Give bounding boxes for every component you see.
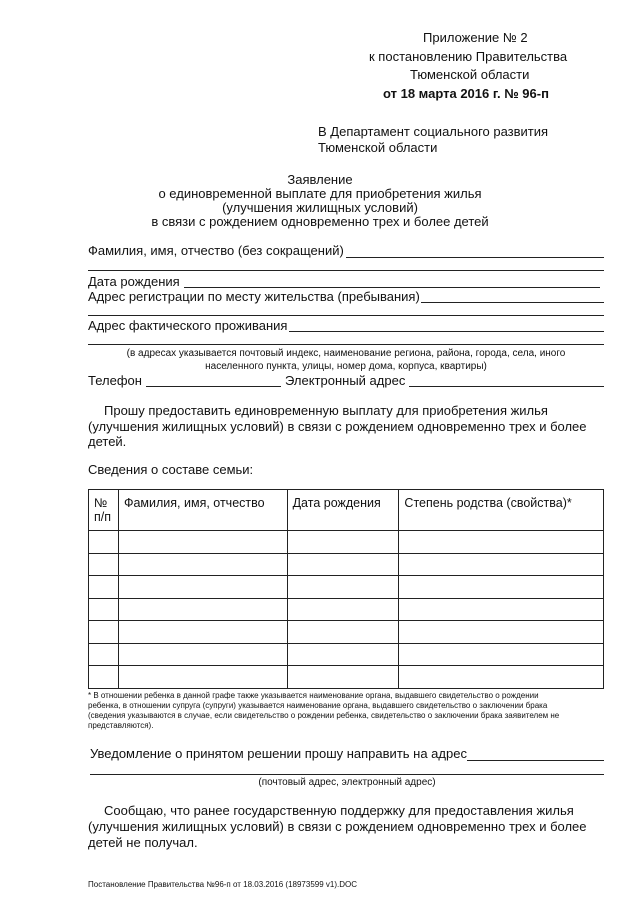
email-label: Электронный адрес [285,373,406,388]
actual-address-label: Адрес фактического проживания [88,318,288,333]
col-number [89,490,119,531]
title-line3: (улучшения жилищных условий) [222,200,418,215]
request-line1: Прошу предоставить единовременную выплату для приобретения жилья [104,403,548,418]
title-line2: о единовременной выплате для приобретения жилья [158,186,482,201]
footnote-line2: ребенка, в отношении супруга (супруги) указывается наименование органа, выдавшего свидетельство о заключении брака [88,701,548,710]
footnote-line1: * В отношении ребенка в данной графе также указывается наименование органа, выдавшего свидетельство о рождении [88,691,539,700]
statement-line2: (улучшения жилищных условий) в связи с рождением одновременно трех и более [88,819,587,834]
col-fullname: Фамилия, имя, отчество [118,490,287,531]
notice-underline[interactable] [467,760,604,761]
reg-address-underline[interactable] [421,302,604,303]
title-line1: Заявление [287,172,353,187]
phone-underline[interactable] [146,386,281,387]
phone-label: Телефон [88,373,142,388]
footnote-line3: (сведения указываются в случае, если свидетельство о рождении ребенка, свидетельство о заключении брака заявителем не [88,711,560,720]
statement-line3: детей не получал. [88,835,198,850]
statement-line1: Сообщаю, что ранее государственную поддержку для предоставления жилья [104,803,574,818]
footnote-line4: представляются). [88,721,154,730]
col-number-line2: п/п [94,510,112,524]
appendix-number: Приложение № 2 [423,30,528,45]
table-row [89,643,604,666]
fullname-underline[interactable] [346,257,604,258]
notice-note: (почтовый адрес, электронный адрес) [258,777,436,788]
notice-underline-2[interactable] [90,774,604,775]
table-row [89,666,604,689]
table-row [89,621,604,644]
reg-address-label: Адрес регистрации по месту жительства (пребывания) [88,289,420,304]
notice-label: Уведомление о принятом решении прошу направить на адрес [90,746,467,761]
appendix-date: от 18 марта 2016 г. № 96-п [383,86,549,101]
actual-address-underline-2[interactable] [88,344,604,345]
address-note-1: (в адресах указывается почтовый индекс, наименование региона, района, города, села, иного [126,348,566,359]
family-table-header [89,490,604,531]
family-table [88,489,604,689]
reg-address-underline-2[interactable] [88,315,604,316]
birthdate-underline[interactable] [184,287,600,288]
request-line3: детей. [88,434,127,449]
addressee-line1: В Департамент социального развития [318,124,549,139]
fullname-underline-2[interactable] [88,270,604,271]
page-footer: Постановление Правительства №96-п от 18.03.2016 (18973599 v1).DOC [88,880,358,889]
addressee-line2: Тюменской области [318,140,438,155]
col-birthdate: Дата рождения [287,490,399,531]
family-heading: Сведения о составе семьи: [88,462,254,477]
col-relation: Степень родства (свойства)* [399,490,604,531]
table-row [89,553,604,576]
appendix-region: Тюменской области [410,67,530,82]
table-row [89,531,604,554]
request-line2: (улучшения жилищных условий) в связи с рождением одновременно трех и более [88,419,587,434]
fullname-label: Фамилия, имя, отчество (без сокращений) [88,243,344,258]
title-line4: в связи с рождением одновременно трех и более детей [151,214,489,229]
email-underline[interactable] [409,386,604,387]
col-number-line1: № [94,496,108,510]
table-row [89,598,604,621]
birthdate-label: Дата рождения [88,274,180,289]
actual-address-underline[interactable] [289,331,604,332]
address-note-2: населенного пункта, улицы, номер дома, корпуса, квартиры) [205,361,487,372]
table-row [89,576,604,599]
appendix-ref: к постановлению Правительства [369,49,568,64]
